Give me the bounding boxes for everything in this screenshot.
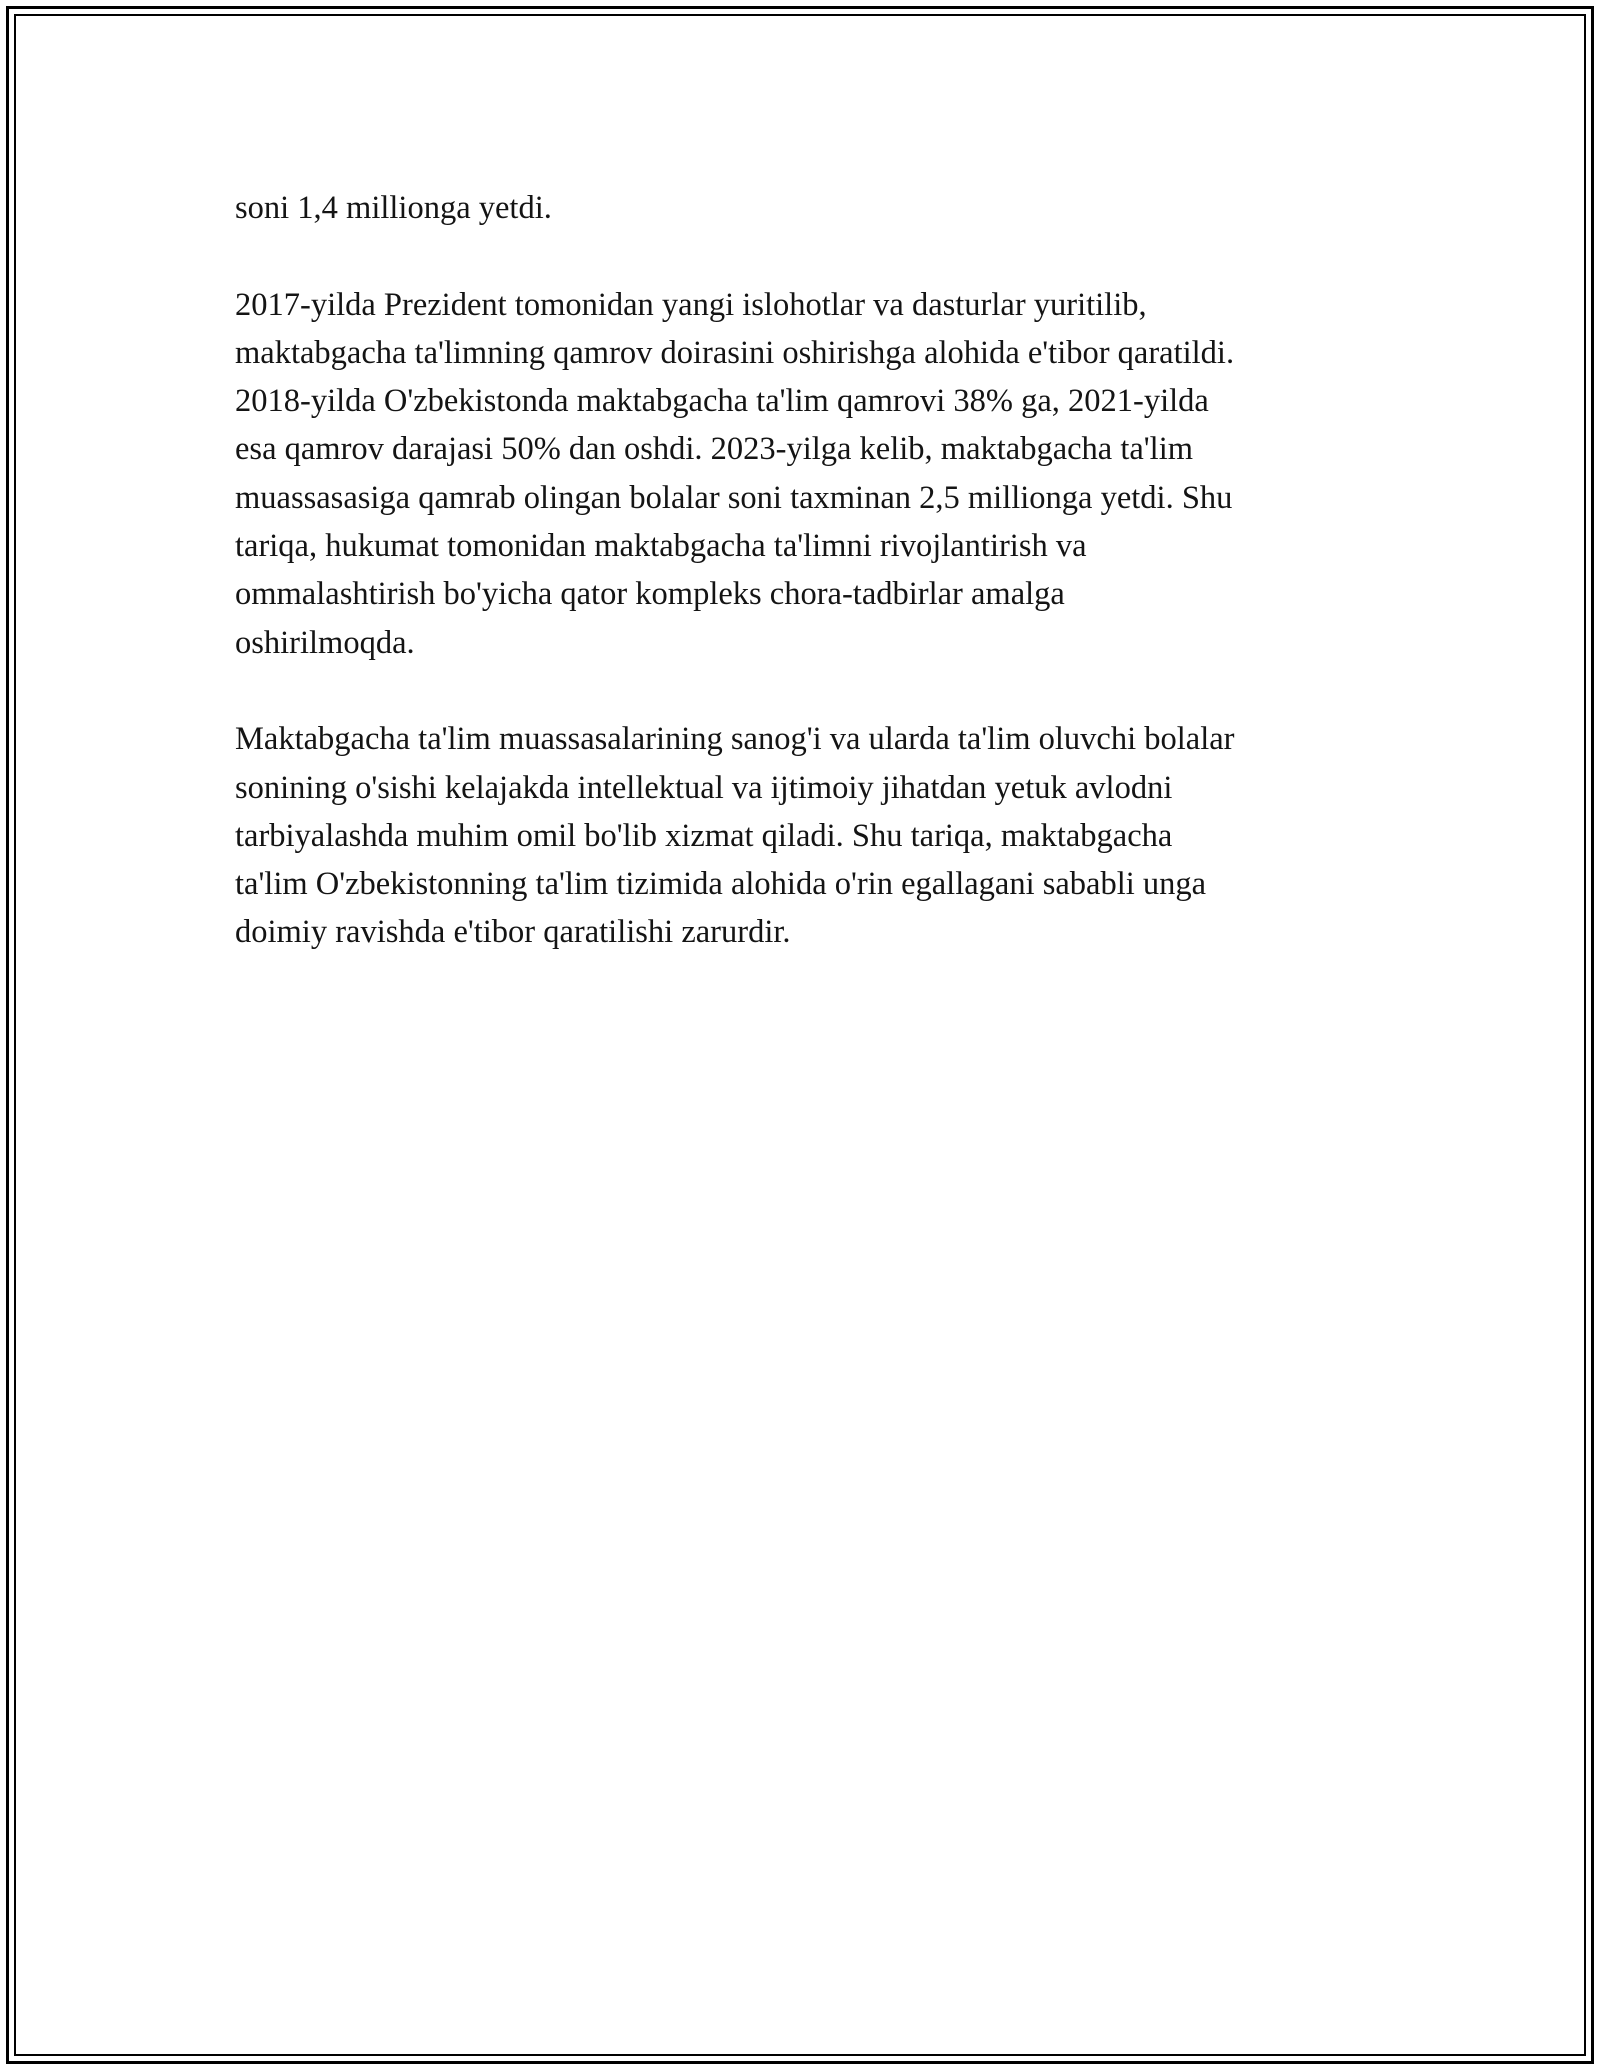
paragraph-line: doimiy ravishda e'tibor qaratilishi zarurdir.	[235, 914, 791, 951]
paragraph-line: oshirilmoqda.	[235, 624, 415, 661]
paragraph-line: Maktabgacha ta'lim muassasalarining sanog'i va ularda ta'lim oluvchi bolalar	[235, 721, 1235, 758]
paragraph-line: ommalashtirish bo'yicha qator kompleks chora-tadbirlar amalga	[235, 576, 1065, 613]
document-body	[235, 184, 1385, 1005]
paragraph-line: tarbiyalashda muhim omil bo'lib xizmat qiladi. Shu tariqa, maktabgacha	[235, 817, 1173, 854]
paragraph-line: maktabgacha ta'limning qamrov doirasini oshirishga alohida e'tibor qaratildi.	[235, 334, 1235, 371]
paragraph-line: soni 1,4 millionga yetdi.	[235, 190, 552, 226]
paragraph-2	[235, 281, 1385, 667]
paragraph-line: sonining o'sishi kelajakda intellektual va ijtimoiy jihatdan yetuk avlodni	[235, 769, 1173, 806]
paragraph-line: esa qamrov darajasi 50% dan oshdi. 2023-yilga kelib, maktabgacha ta'lim	[235, 431, 1194, 468]
paragraph-line: 2018-yilda O'zbekistonda maktabgacha ta'lim qamrovi 38% ga, 2021-yilda	[235, 383, 1209, 420]
paragraph-3	[235, 715, 1385, 956]
paragraph-1	[235, 184, 1385, 232]
paragraph-line: ta'lim O'zbekistonning ta'lim tizimida alohida o'rin egallagani sababli unga	[235, 866, 1207, 903]
paragraph-line: muassasasiga qamrab olingan bolalar soni taxminan 2,5 millionga yetdi. Shu	[235, 479, 1233, 516]
paragraph-line: tariqa, hukumat tomonidan maktabgacha ta'limni rivojlantirish va	[235, 528, 1087, 565]
paragraph-line: 2017-yilda Prezident tomonidan yangi islohotlar va dasturlar yuritilib,	[235, 286, 1147, 323]
